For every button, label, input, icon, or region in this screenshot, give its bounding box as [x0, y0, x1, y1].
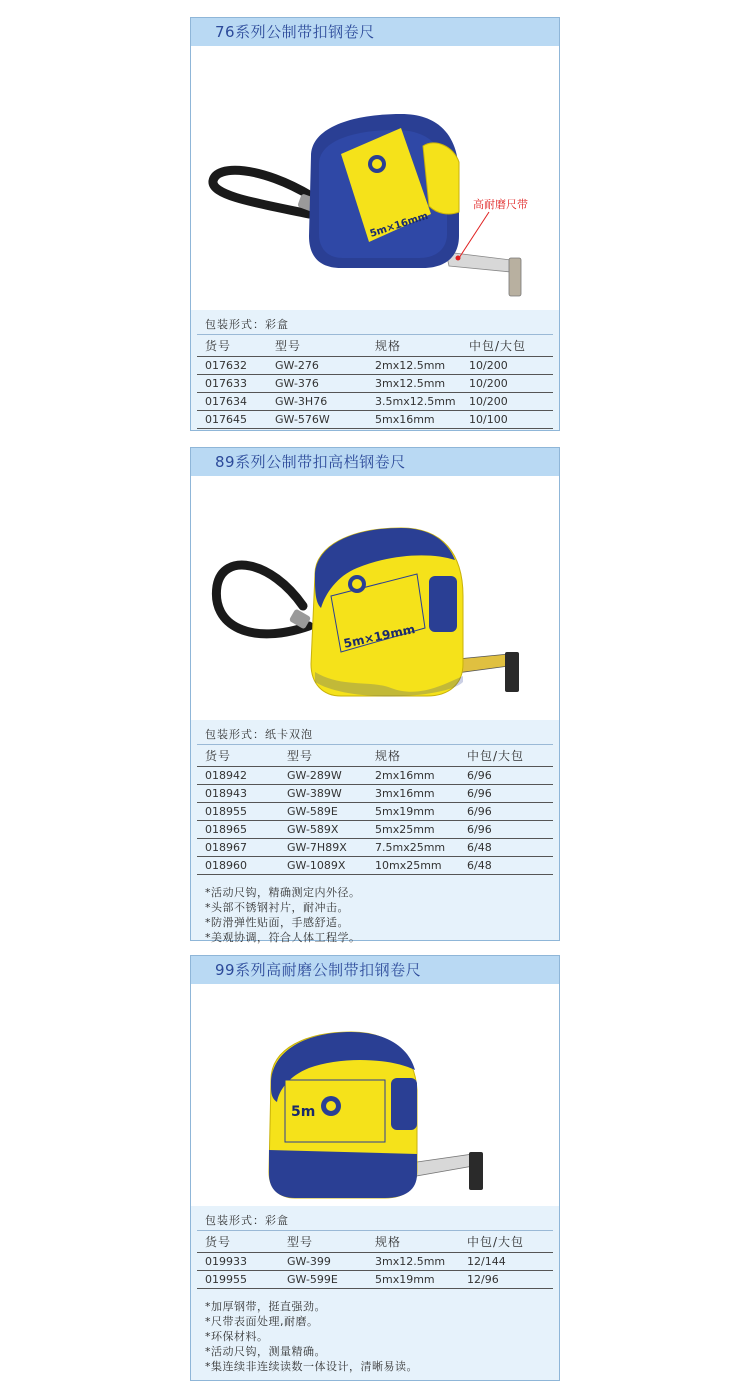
product-card-76: [190, 17, 560, 431]
col-header-pack: 中包/大包: [461, 335, 553, 357]
col-header-pack: 中包/大包: [459, 1231, 553, 1253]
cell-model: GW-1089X: [279, 857, 367, 875]
cell-pack: 6/48: [459, 857, 553, 875]
packaging-text: 包装形式：彩盒: [205, 1214, 289, 1227]
note-line: *集连续非连续读数一体设计，清晰易读。: [205, 1360, 418, 1373]
cell-spec: 3mx16mm: [367, 785, 459, 803]
table-row: [197, 1253, 553, 1271]
table-row: [197, 803, 553, 821]
cell-item-no: 018955: [197, 803, 279, 821]
cell-item-no: 017633: [197, 375, 267, 393]
cell-model: GW-389W: [279, 785, 367, 803]
cell-model: GW-599E: [279, 1271, 367, 1289]
body-label-size: 5m: [291, 1104, 316, 1120]
note-line: *环保材料。: [205, 1330, 269, 1343]
table-row: [197, 393, 553, 411]
note-line: *头部不锈钢衬片，耐冲击。: [205, 901, 349, 914]
table-row: [197, 857, 553, 875]
cell-item-no: 019955: [197, 1271, 279, 1289]
cell-model: GW-276: [267, 357, 367, 375]
table-row: [197, 411, 553, 429]
spec-panel: [191, 1206, 559, 1380]
table-row: [197, 839, 553, 857]
tape-measure-99-icon: [191, 984, 559, 1206]
col-header-item-no: 货号: [197, 745, 279, 767]
feature-notes: [197, 875, 553, 945]
cell-spec: 10mx25mm: [367, 857, 459, 875]
cell-model: GW-7H89X: [279, 839, 367, 857]
cell-item-no: 017634: [197, 393, 267, 411]
cell-pack: 6/48: [459, 839, 553, 857]
cell-pack: 6/96: [459, 767, 553, 785]
cell-spec: 5mx19mm: [367, 803, 459, 821]
cell-pack: 10/200: [461, 393, 553, 411]
cell-pack: 12/96: [459, 1271, 553, 1289]
callout-leader-line: [191, 46, 559, 310]
table-header-row: [197, 335, 553, 357]
table-row: [197, 357, 553, 375]
cell-pack: 6/96: [459, 785, 553, 803]
table-header-row: [197, 745, 553, 767]
packaging-text: 包装形式：彩盒: [205, 318, 289, 331]
callout-label: 高耐磨尺带: [473, 198, 528, 211]
col-header-model: 型号: [267, 335, 367, 357]
cell-spec: 5mx19mm: [367, 1271, 459, 1289]
table-row: [197, 1271, 553, 1289]
card-title: 99系列高耐磨公制带扣钢卷尺: [191, 956, 559, 984]
body-label-size: 5m×16mm: [368, 210, 430, 240]
table-header-row: [197, 1231, 553, 1253]
cell-spec: 5mx25mm: [367, 821, 459, 839]
note-line: *加厚钢带，挺直强劲。: [205, 1300, 326, 1313]
cell-model: GW-289W: [279, 767, 367, 785]
cell-pack: 10/200: [461, 357, 553, 375]
col-header-spec: 规格: [367, 745, 459, 767]
product-image: [191, 476, 559, 720]
col-header-model: 型号: [279, 745, 367, 767]
table-row: [197, 375, 553, 393]
cell-spec: 3mx12.5mm: [367, 1253, 459, 1271]
note-line: *防滑弹性贴面，手感舒适。: [205, 916, 349, 929]
cell-item-no: 017645: [197, 411, 267, 429]
cell-item-no: 019933: [197, 1253, 279, 1271]
cell-model: GW-589X: [279, 821, 367, 839]
col-header-item-no: 货号: [197, 335, 267, 357]
cell-model: GW-589E: [279, 803, 367, 821]
cell-pack: 6/96: [459, 803, 553, 821]
cell-item-no: 018967: [197, 839, 279, 857]
body-label-size: 5m×19mm: [342, 621, 417, 651]
cell-item-no: 018965: [197, 821, 279, 839]
col-header-pack: 中包/大包: [459, 745, 553, 767]
product-image: [191, 46, 559, 310]
note-line: *尺带表面处理,耐磨。: [205, 1315, 319, 1328]
spec-table: [197, 744, 553, 875]
cell-model: GW-3H76: [267, 393, 367, 411]
col-header-spec: 规格: [367, 335, 461, 357]
cell-spec: 3mx12.5mm: [367, 375, 461, 393]
card-title: 76系列公制带扣钢卷尺: [191, 18, 559, 46]
cell-item-no: 018960: [197, 857, 279, 875]
cell-model: GW-576W: [267, 411, 367, 429]
feature-notes: [197, 1289, 553, 1374]
cell-spec: 2mx16mm: [367, 767, 459, 785]
spec-panel: [191, 720, 559, 944]
table-row: [197, 785, 553, 803]
col-header-model: 型号: [279, 1231, 367, 1253]
note-line: *美观协调，符合人体工程学。: [205, 931, 361, 944]
cell-pack: 10/100: [461, 411, 553, 429]
packaging-text: 包装形式：纸卡双泡: [205, 728, 313, 741]
col-header-spec: 规格: [367, 1231, 459, 1253]
note-line: *活动尺钩，测量精确。: [205, 1345, 326, 1358]
cell-spec: 3.5mx12.5mm: [367, 393, 461, 411]
cell-item-no: 018942: [197, 767, 279, 785]
table-row: [197, 821, 553, 839]
cell-item-no: 017632: [197, 357, 267, 375]
cell-spec: 7.5mx25mm: [367, 839, 459, 857]
product-card-89: [190, 447, 560, 944]
cell-pack: 10/200: [461, 375, 553, 393]
cell-pack: 6/96: [459, 821, 553, 839]
product-card-99: [190, 955, 560, 1381]
spec-table: [197, 334, 553, 429]
cell-item-no: 018943: [197, 785, 279, 803]
col-header-item-no: 货号: [197, 1231, 279, 1253]
product-image: [191, 984, 559, 1206]
cell-model: GW-376: [267, 375, 367, 393]
cell-spec: 5mx16mm: [367, 411, 461, 429]
cell-pack: 12/144: [459, 1253, 553, 1271]
tape-measure-89-icon: [191, 476, 559, 720]
spec-table: [197, 1230, 553, 1289]
cell-spec: 2mx12.5mm: [367, 357, 461, 375]
card-title: 89系列公制带扣高档钢卷尺: [191, 448, 559, 476]
note-line: *活动尺钩，精确测定内外径。: [205, 886, 361, 899]
spec-panel: [191, 310, 559, 430]
cell-model: GW-399: [279, 1253, 367, 1271]
table-row: [197, 767, 553, 785]
